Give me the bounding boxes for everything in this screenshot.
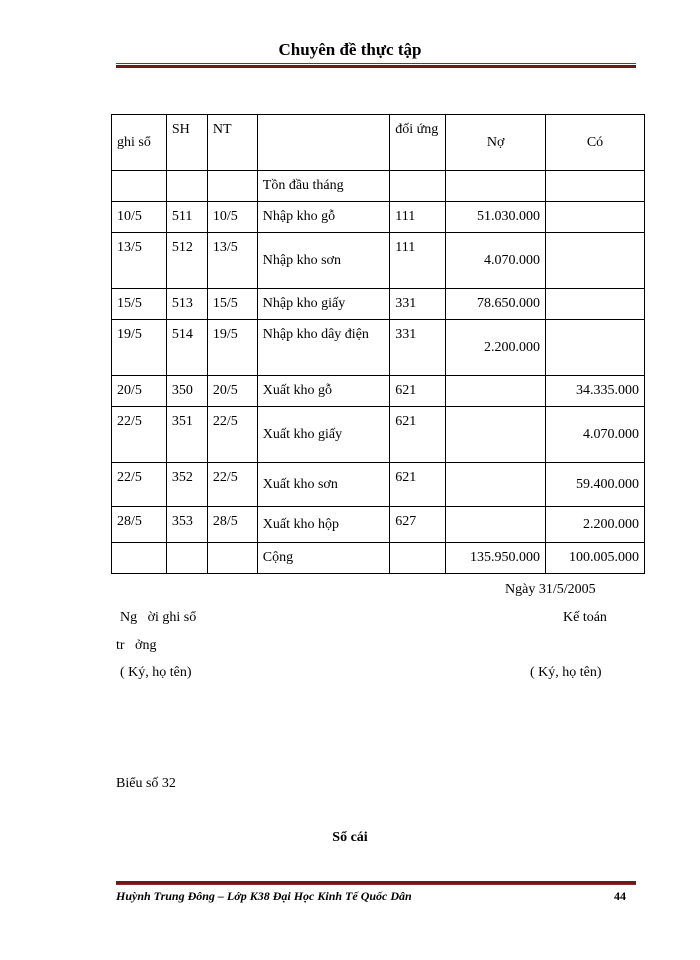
ledger-table — [111, 114, 645, 574]
cell-ghi-so — [112, 543, 167, 574]
cell-co: 2.200.000 — [546, 507, 645, 543]
cell-co: 4.070.000 — [546, 407, 645, 463]
cell-nt: 28/5 — [207, 507, 257, 543]
cell-sh — [166, 171, 207, 202]
cell-dien-giai: Xuất kho hộp — [257, 507, 390, 543]
table-row — [112, 507, 645, 543]
cell-sh: 352 — [166, 463, 207, 507]
table-row — [112, 407, 645, 463]
cell-sh: 512 — [166, 233, 207, 289]
cell-no: 51.030.000 — [446, 202, 546, 233]
col-header-no: Nợ — [446, 115, 546, 171]
table-total-row — [112, 543, 645, 574]
cell-ghi-so: 22/5 — [112, 463, 167, 507]
section-title: Sổ cái — [332, 830, 368, 845]
cell-ghi-so: 10/5 — [112, 202, 167, 233]
cell-ghi-so: 13/5 — [112, 233, 167, 289]
col-header-co: Có — [546, 115, 645, 171]
col-header-dien-giai — [257, 115, 390, 171]
cell-no — [446, 407, 546, 463]
cell-dien-giai: Nhập kho giấy — [257, 289, 390, 320]
cell-doi-ung: 627 — [390, 507, 446, 543]
cell-doi-ung: 111 — [390, 202, 446, 233]
table-row — [112, 376, 645, 407]
cell-sh: 513 — [166, 289, 207, 320]
signature-right-note: ( Ký, họ tên) — [530, 665, 602, 680]
cell-ghi-so: 22/5 — [112, 407, 167, 463]
cell-sh — [166, 543, 207, 574]
signature-date: Ngày 31/5/2005 — [505, 582, 596, 597]
page-title: Chuyên đề thực tập — [278, 40, 422, 59]
cell-ghi-so: 15/5 — [112, 289, 167, 320]
col-header-doi-ung: đối ứng — [390, 115, 446, 171]
col-header-nt: NT — [207, 115, 257, 171]
cell-doi-ung: 621 — [390, 463, 446, 507]
cell-nt: 19/5 — [207, 320, 257, 376]
footer-rule — [116, 880, 636, 885]
footer-author: Huỳnh Trung Đông – Lớp K38 Đại Học Kinh Tế Quốc Dân — [116, 889, 412, 903]
table-header-row — [112, 115, 645, 171]
signature-right-role: Kế toán — [563, 610, 607, 625]
cell-co-total: 100.005.000 — [546, 543, 645, 574]
cell-dien-giai: Xuất kho giấy — [257, 407, 390, 463]
cell-no-total: 135.950.000 — [446, 543, 546, 574]
cell-co — [546, 320, 645, 376]
cell-co — [546, 202, 645, 233]
cell-nt: 22/5 — [207, 463, 257, 507]
cell-doi-ung: 621 — [390, 376, 446, 407]
signature-left-role: Ng ời ghi sổ — [120, 610, 197, 625]
cell-doi-ung — [390, 543, 446, 574]
col-header-sh: SH — [166, 115, 207, 171]
signature-left-role-cont: tr ởng — [116, 638, 157, 653]
cell-ghi-so: 19/5 — [112, 320, 167, 376]
cell-co: 34.335.000 — [546, 376, 645, 407]
form-number: Biểu số 32 — [116, 776, 176, 791]
cell-nt — [207, 171, 257, 202]
cell-no: 2.200.000 — [446, 320, 546, 376]
cell-no — [446, 463, 546, 507]
cell-nt: 10/5 — [207, 202, 257, 233]
cell-sh: 353 — [166, 507, 207, 543]
cell-dien-giai: Xuất kho gỗ — [257, 376, 390, 407]
table-row — [112, 463, 645, 507]
cell-no — [446, 171, 546, 202]
cell-ghi-so — [112, 171, 167, 202]
cell-nt — [207, 543, 257, 574]
table-row — [112, 171, 645, 202]
cell-doi-ung: 331 — [390, 289, 446, 320]
cell-doi-ung: 331 — [390, 320, 446, 376]
cell-sh: 514 — [166, 320, 207, 376]
cell-no — [446, 376, 546, 407]
cell-dien-giai: Tồn đầu tháng — [257, 171, 390, 202]
header-rule — [116, 63, 636, 68]
cell-nt: 13/5 — [207, 233, 257, 289]
cell-nt: 22/5 — [207, 407, 257, 463]
signature-left-note: ( Ký, họ tên) — [120, 665, 192, 680]
cell-co — [546, 289, 645, 320]
col-header-ghi-so: ghi sổ — [112, 115, 167, 171]
cell-dien-giai: Nhập kho gỗ — [257, 202, 390, 233]
cell-dien-giai: Nhập kho dây điện — [257, 320, 390, 376]
cell-no: 78.650.000 — [446, 289, 546, 320]
cell-dien-giai: Cộng — [257, 543, 390, 574]
cell-sh: 351 — [166, 407, 207, 463]
cell-co — [546, 233, 645, 289]
table-row — [112, 233, 645, 289]
cell-nt: 20/5 — [207, 376, 257, 407]
table-row — [112, 202, 645, 233]
cell-co: 59.400.000 — [546, 463, 645, 507]
cell-dien-giai: Xuất kho sơn — [257, 463, 390, 507]
cell-doi-ung: 621 — [390, 407, 446, 463]
cell-co — [546, 171, 645, 202]
cell-doi-ung — [390, 171, 446, 202]
cell-ghi-so: 28/5 — [112, 507, 167, 543]
cell-dien-giai: Nhập kho sơn — [257, 233, 390, 289]
cell-sh: 511 — [166, 202, 207, 233]
cell-ghi-so: 20/5 — [112, 376, 167, 407]
cell-no: 4.070.000 — [446, 233, 546, 289]
table-row — [112, 320, 645, 376]
cell-sh: 350 — [166, 376, 207, 407]
table-row — [112, 289, 645, 320]
cell-no — [446, 507, 546, 543]
cell-nt: 15/5 — [207, 289, 257, 320]
page-number: 44 — [614, 889, 626, 903]
cell-doi-ung: 111 — [390, 233, 446, 289]
